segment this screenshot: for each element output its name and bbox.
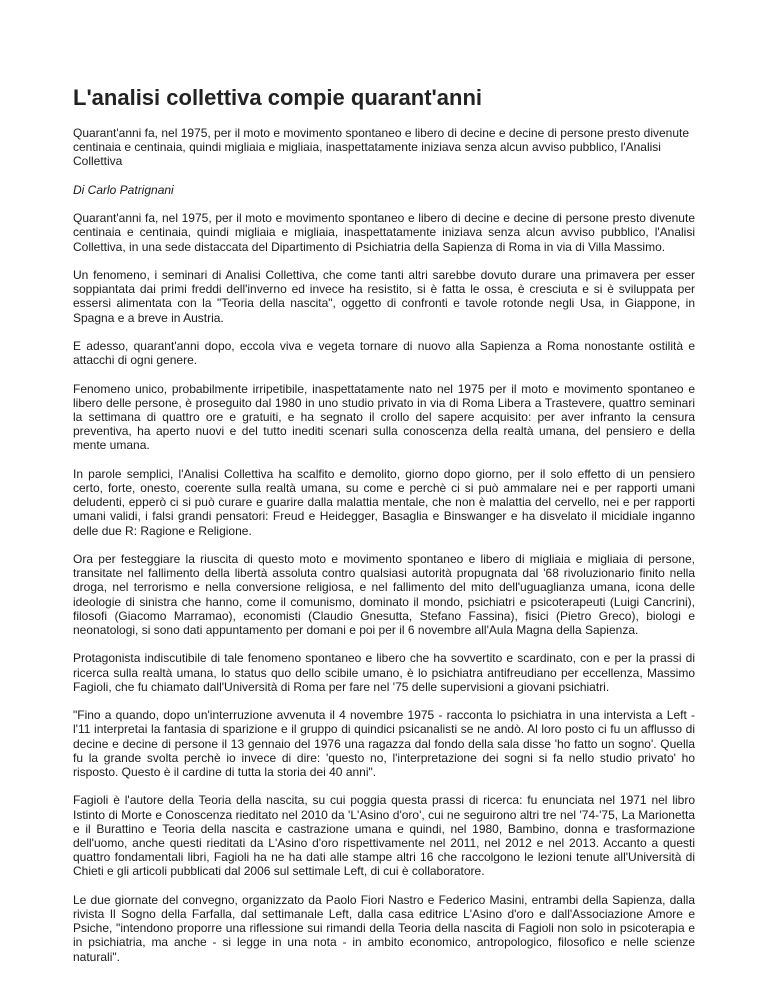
article-paragraph: Fagioli è l'autore della Teoria della nascita, su cui poggia questa prassi di ricerca: fu enunciata nel 1971 nel libro Istinto di Morte e Conoscenza rieditato nel 2010 da 'L'Asino d'oro', cui ne seguirono altri tre nel '74-'75, La Marionetta e il Burattino e Teoria della nascita e castrazione umana e quindi, nel 1980, Bambino, donna e trasformazione dell'uomo, anche questi rieditati da L'Asino d'oro rispettivamente nel 2011, nel 2012 e nel 2013. Accanto a questi quattro fondamentali libri, Fagioli ha ne ha dati alle stampe altri 16 che raccolgono le lezioni tenute all'Università di Chieti e gli articoli pubblicati dal 2006 sul settimale Left, di cui è collaboratore.: [73, 793, 695, 879]
article-paragraph: Fenomeno unico, probabilmente irripetibile, inaspettatamente nato nel 1975 per il moto e movimento spontaneo e libero delle persone, è proseguito dal 1980 in uno studio privato in via di Roma Libera a Trastevere, quattro seminari la settimana di quattro ore e gratuiti, e ha segnato il crollo del sapere acquisito: per aver infranto la censura preventiva, ha aperto nuovi e del tutto inediti scenari sulla conoscenza della realtà umana, del pensiero e della mente umana.: [73, 381, 695, 453]
article-paragraph: Le due giornate del convegno, organizzato da Paolo Fiori Nastro e Federico Masini, entrambi della Sapienza, dalla rivista Il Sogno della Farfalla, dal settimanale Left, dalla casa editrice L'Asino d'oro e dall'Associazione Amore e Psiche, "intendono proporre una riflessione sui rimandi della Teoria della nascita di Fagioli non solo in psicoterapia e in psichiatria, ma anche - si legge in una nota - in ambito economico, antropologico, filosofico e nelle scienze naturali".: [73, 892, 695, 964]
article-subtitle: Quarant'anni fa, nel 1975, per il moto e movimento spontaneo e libero di decine e decine di persone presto divenute centinaia e centinaia, quindi migliaia e migliaia, inaspettatamente iniziava senza alcun avviso pubblico, l'Analisi Collettiva: [73, 126, 690, 169]
article-paragraph: Protagonista indiscutibile di tale fenomeno spontaneo e libero che ha sovvertito e scardinato, con e per la prassi di ricerca sulla realtà umana, lo status quo dello scibile umano, è lo psichiatra antifreudiano per eccellenza, Massimo Fagioli, che fu chiamato dall'Università di Roma per fare nel '75 delle supervisioni a giovani psichiatri.: [73, 651, 695, 694]
article-paragraph: E adesso, quarant'anni dopo, eccola viva e vegeta tornare di nuovo alla Sapienza a Roma nonostante ostilità e attacchi di ogni genere.: [73, 338, 695, 368]
article-author: Di Carlo Patrignani: [73, 182, 174, 197]
article-paragraph: Ora per festeggiare la riuscita di questo moto e movimento spontaneo e libero di migliaia e migliaia di persone, transitate nel fallimento della libertà assoluta contro qualsiasi autorità propugnata dal '68 rivoluzionario finito nella droga, nel terrorismo e nella conversione religiosa, e nel fallimento del mito dell'uguaglianza umana, icona delle ideologie di sinistra che hanno, come il comunismo, dominato il mondo, psichiatri e psicoterapeuti (Luigi Cancrini), filosofi (Giacomo Marramao), economisti (Claudio Gnesutta, Stefano Fassina), fisici (Pietro Greco), biologi e neonatologi, si sono dati appuntamento per domani e poi per il 6 novembre all'Aula Magna della Sapienza.: [73, 551, 695, 637]
article-paragraph: "Fino a quando, dopo un'interruzione avvenuta il 4 novembre 1975 - racconta lo psichiatra in una intervista a Left - l'11 interpretai la fantasia di sparizione e il gruppo di quindici psicanalisti se ne andò. Al loro posto ci fu un afflusso di decine e decine di persone il 13 gennaio del 1976 una ragazza dal fondo della sala disse 'ho fatto un sogno'. Quella fu la grande svolta perchè io invece di dire: 'questo no, l'interpretazione dei sogni si fa nello studio privato' ho risposto. Questo è il cardine di tutta la storia dei 40 anni".: [73, 708, 695, 779]
article-paragraph: In parole semplici, l'Analisi Collettiva ha scalfito e demolito, giorno dopo giorno, per il solo effetto di un pensiero certo, forte, onesto, coerente sulla realtà umana, su come e perchè ci si può ammalare nei e per rapporti umani deludenti, epperò ci si può curare e guarire dalla malattia mentale, che non è malattia del cervello, nei e per rapporti umani validi, i falsi grandi pensatori: Freud e Heidegger, Basaglia e Binswanger e ha disvelato il micidiale inganno delle due R: Ragione e Religione.: [73, 466, 695, 538]
article-paragraph: Un fenomeno, i seminari di Analisi Collettiva, che come tanti altri sarebbe dovuto durare una primavera per esser soppiantata dai primi freddi dell'inverno ed invece ha resistito, si è fatta le ossa, è cresciuta e si è sviluppata per essersi alimentata con la "Teoria della nascita", oggetto di confronti e tavole rotonde negli Usa, in Giappone, in Spagna e a breve in Austria.: [73, 267, 695, 325]
article-title: L'analisi collettiva compie quarant'anni: [73, 85, 483, 110]
article-paragraph: Quarant'anni fa, nel 1975, per il moto e movimento spontaneo e libero di decine e decine di persone presto divenute centinaia e centinaia, quindi migliaia e migliaia, inaspettatamente iniziava senza alcun avviso pubblico, l'Analisi Collettiva, in una sede distaccata del Dipartimento di Psichiatria della Sapienza di Roma in via di Villa Massimo.: [73, 211, 695, 254]
